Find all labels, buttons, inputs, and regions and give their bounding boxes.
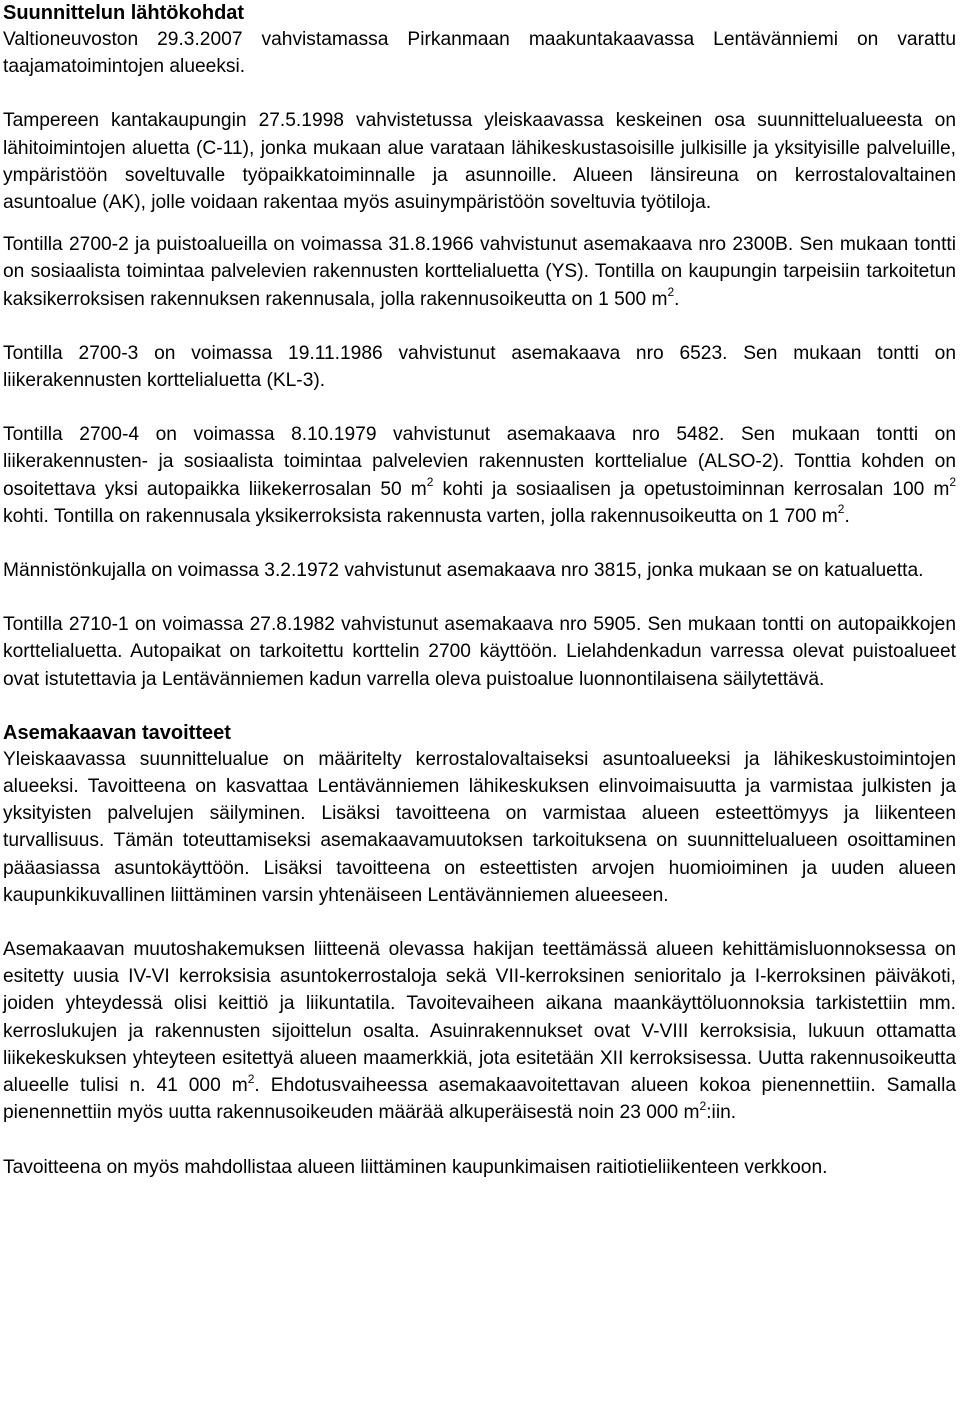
section-heading-tavoitteet: Asemakaavan tavoitteet xyxy=(3,721,231,744)
paragraph-tontti-2700-3: Tontilla 2700-3 on voimassa 19.11.1986 vahvistunut asemakaava nro 6523. Sen mukaan tontti on liikerakennusten korttelialuetta (KL-3). xyxy=(3,342,956,392)
paragraph-tontti-2700-4: Tontilla 2700-4 on voimassa 8.10.1979 vahvistunut asemakaava nro 5482. Sen mukaan tontti on liikerakennusten- ja sosiaalista toimintaa palvelevien rakennusten korttelialue (ALSO-2). Tonttia kohden on osoitettava yksi autopaikka liikekerrosalan 50 $m^2$ kohti ja sosiaalisen ja opetustoiminnan kerrosalan 100 $m^2$ kohti. Tontilla on rakennusala yksikerroksista rakennusta varten, jolla rakennusoikeutta on 1 700 $m^2$. xyxy=(3,424,956,527)
paragraph-mannistonkuja: Männistönkujalla on voimassa 3.2.1972 vahvistunut asemakaava nro 3815, jonka mukaan se on katualuetta. xyxy=(3,560,924,582)
paragraph-maakuntakaava: Valtioneuvoston 29.3.2007 vahvistamassa Pirkanmaan maakuntakaavassa Lentävänniemi on varattu taajamatoimintojen alueeksi. xyxy=(3,29,956,78)
document-page xyxy=(3,0,956,1181)
paragraph-muutoshakemus: Asemakaavan muutoshakemuksen liitteenä olevassa hakijan teettämässä alueen kehittämisluonnoksessa on esitetty uusia IV-VI kerroksisia asuntokerrostaloja sekä VII-kerroksinen senioritalo ja I-kerroksinen päiväkoti, joiden yhteydessä olisi keittiö ja liikuntatila. Tavoitevaiheen aikana maankäyttöluonnoksia tarkistettiin mm. kerroslukujen ja rakennusten sijoittelun osalta. Asuinrakennukset ovat V-VIII kerroksisia, lukuun ottamatta liikekeskuksen yhteyteen esitettyä alueen maamerkkiä, jota esitetään XII kerroksisessa. Uutta rakennusoikeutta alueelle tulisi n. 41 000 $m^2$. Ehdotusvaiheessa asemakaavoitettavan alueen kokoa pienennettiin. Samalla pienennettiin myös uutta rakennusoikeuden määrää alkuperäisestä noin 23 000 $m^2:iin$. xyxy=(3,939,956,1124)
section-heading-lahtokohdat: Suunnittelun lähtökohdat xyxy=(3,2,245,24)
paragraph-tontti-2700-2: Tontilla 2700-2 ja puistoalueilla on voimassa 31.8.1966 vahvistunut asemakaava nro 2300B. Sen mukaan tontti on sosiaalista toimintaa palvelevien rakennusten korttelialuetta (YS). Tontilla on kaupungin tarpeisiin tarkoitetun kaksikerroksisen rakennuksen rakennusala, jolla rakennusoikeutta on 1 500 $m^2$. xyxy=(3,234,956,310)
paragraph-tontti-2710-1: Tontilla 2710-1 on voimassa 27.8.1982 vahvistunut asemakaava nro 5905. Sen mukaan tontti on autopaikkojen korttelialuetta. Autopaikat on tarkoitettu korttelin 2700 käyttöön. Lielahdenkadun varressa olevat puistoalueet ovat istutettavia ja Lentävänniemen kadun varrella oleva puistoalue luonnontilaisena säilytettävä. xyxy=(3,614,956,690)
paragraph-tavoitteet-yleiskaava: Yleiskaavassa suunnittelualue on määritelty kerrostalovaltaiseksi asuntoalueeksi ja lähikeskustoimintojen alueeksi. Tavoitteena on kasvattaa Lentävänniemen lähikeskuksen elinvoimaisuutta ja varmistaa julkisten ja yksityisten palvelujen säilyminen. Lisäksi tavoitteena on varmistaa alueen esteettömyys ja liikenteen turvallisuus. Tämän toteuttamiseksi asemakaavamuutoksen tarkoituksena on suunnittelualueen osoittaminen pääasiassa asuntokäyttöön. Lisäksi tavoitteena on esteettisten arvojen huomioiminen ja uuden alueen kaupunkikuvallinen liittäminen varsin yhtenäiseen Lentävänniemen alueeseen. xyxy=(3,748,956,906)
paragraph-raitiotie: Tavoitteena on myös mahdollistaa alueen liittäminen kaupunkimaisen raitiotieliikenteen verkkoon. xyxy=(3,1156,828,1178)
paragraph-yleiskaava: Tampereen kantakaupungin 27.5.1998 vahvistetussa yleiskaavassa keskeinen osa suunnittelualueesta on lähitoimintojen aluetta (C-11), jonka mukaan alue varataan lähikeskustasoisille julkisille ja yksityisille palveluille, ympäristöön soveltuvalle työpaikkatoiminnalle ja asunnoille. Alueen länsireuna on kerrostalovaltainen asuntoalue (AK), jolle voidaan rakentaa myös asuinympäristöön soveltuvia työtiloja. xyxy=(3,110,956,214)
